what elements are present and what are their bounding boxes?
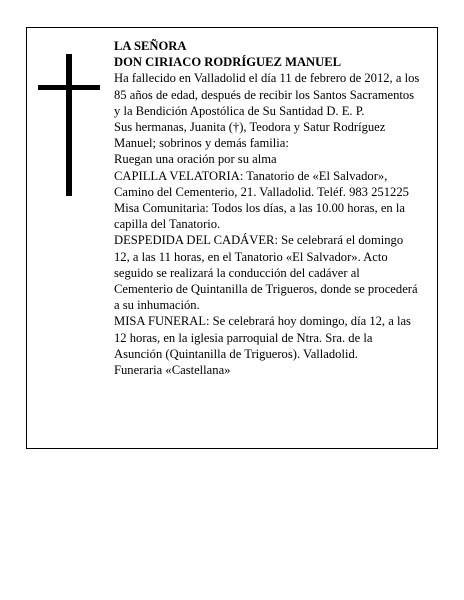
obituary-text	[114, 38, 420, 378]
family-mourners: Sus hermanas, Juanita (†), Teodora y Satur Rodríguez Manuel; sobrinos y demás familia:	[114, 120, 386, 151]
cross-horizontal-bar	[38, 85, 100, 90]
prayer-request: Ruegan una oración por su alma	[114, 152, 277, 167]
death-announcement: Ha fallecido en Valladolid el día 11 de febrero de 2012, a los 85 años de edad, después de recibir los Santos Sacramentos y la Bendición Apostólica de Su Santidad D. E. P.	[114, 71, 420, 118]
farewell-info: DESPEDIDA DEL CADÁVER: Se celebrará el domingo 12, a las 11 horas, en el Tanatorio «El Salvador». Acto seguido se realizará la conducción del cadáver al Cementerio de Quintanilla de Trigueros, donde se procederá a su inhumación.	[114, 233, 418, 313]
cross-icon	[38, 54, 100, 196]
community-mass-info: Misa Comunitaria: Todos los días, a las 10.00 horas, en la capilla del Tanatorio.	[114, 201, 405, 232]
funeral-mass-info: MISA FUNERAL: Se celebrará hoy domingo, día 12, a las 12 horas, en la iglesia parroquial de Ntra. Sra. de la Asunción (Quintanilla de Trigueros). Valladolid.	[114, 314, 411, 361]
deceased-name: DON CIRIACO RODRÍGUEZ MANUEL	[114, 55, 342, 70]
cross-vertical-bar	[66, 54, 72, 196]
funeral-home: Funeraria «Castellana»	[114, 363, 231, 378]
notice-title-line1: LA SEÑORA	[114, 39, 187, 53]
wake-chapel-info: CAPILLA VELATORIA: Tanatorio de «El Salvador», Camino del Cementerio, 21. Valladolid. Teléf. 983 251225	[114, 168, 409, 199]
